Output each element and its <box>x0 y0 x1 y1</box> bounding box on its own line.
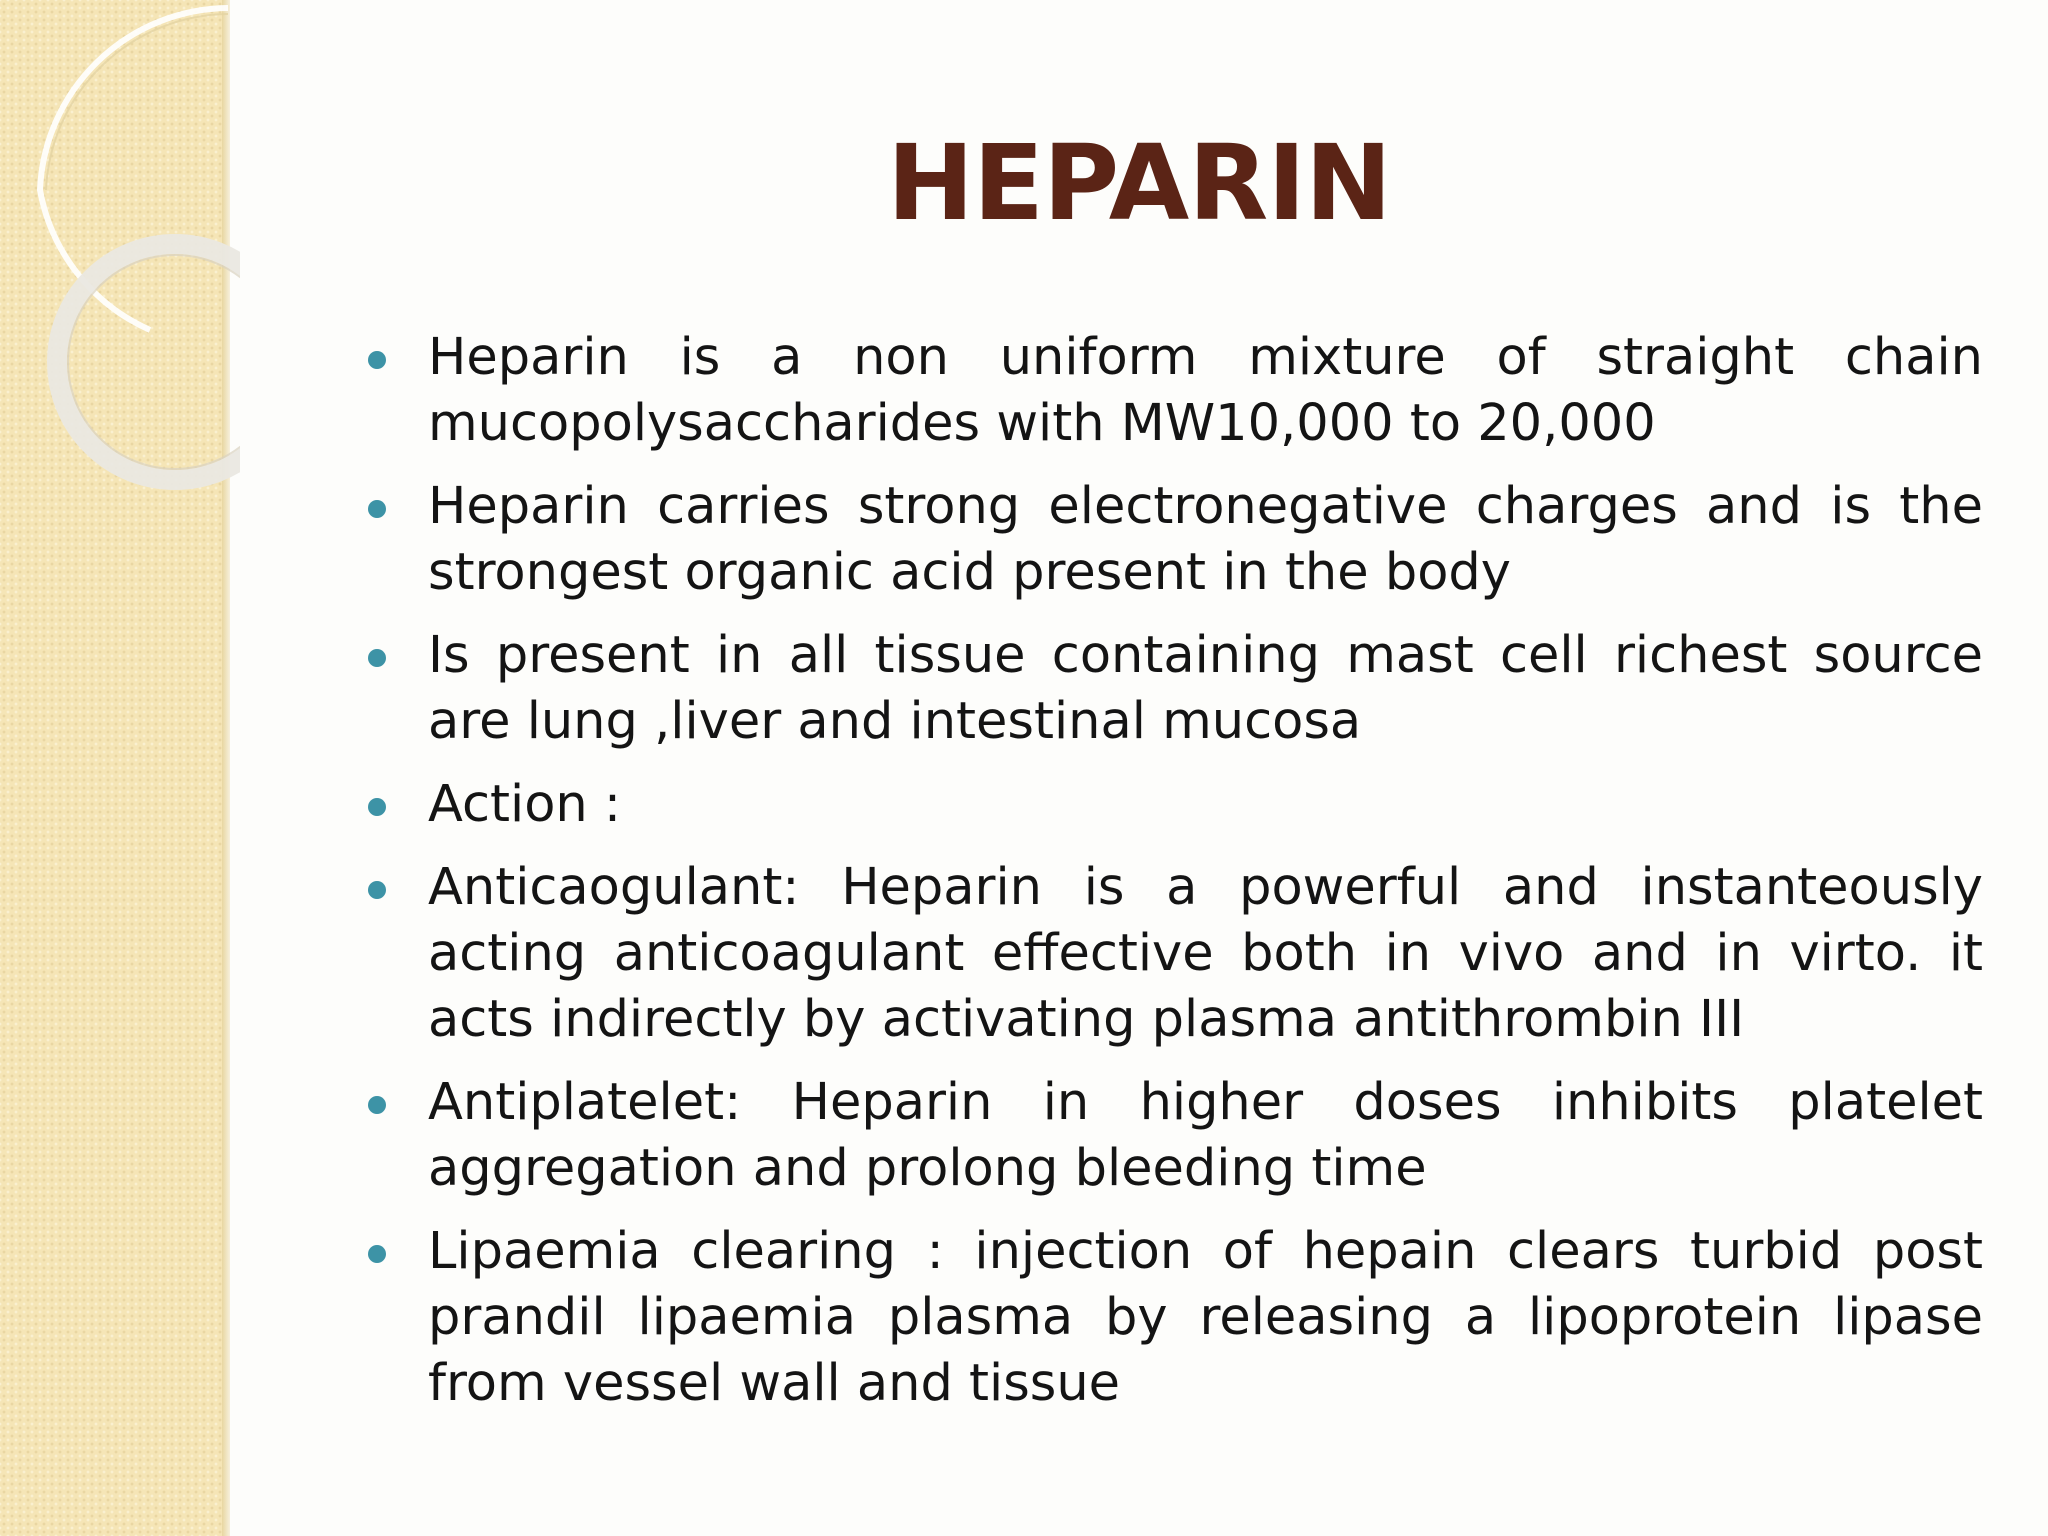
bullet-dot-icon <box>368 351 386 369</box>
bullet-text: Anticaogulant: Heparin is a powerful and instanteously acting anticoagulant effective both in vivo and in virto. it acts indirectly by activating plasma antithrombin III <box>428 858 1983 1049</box>
ring-lower <box>57 244 240 480</box>
bullet-item <box>428 325 1983 457</box>
bullet-text: Heparin is a non uniform mixture of straight chain mucopolysaccharides with MW10,000 to 20,000 <box>428 328 1983 453</box>
bullet-item <box>428 855 1983 1053</box>
bullet-item <box>428 623 1983 755</box>
bullet-text: Antiplatelet: Heparin in higher doses inhibits platelet aggregation and prolong bleeding time <box>428 1073 1983 1198</box>
bullet-list <box>428 325 1983 1434</box>
bullet-item <box>428 1219 1983 1417</box>
bullet-dot-icon <box>368 649 386 667</box>
bullet-item <box>428 1070 1983 1202</box>
ring-top-arc-shade <box>46 14 228 190</box>
bullet-item <box>428 772 1983 838</box>
bullet-text: Heparin carries strong electronegative charges and is the strongest organic acid present in the body <box>428 477 1983 602</box>
bullet-dot-icon <box>368 798 386 816</box>
decorative-rings <box>0 0 240 520</box>
bullet-text: Action : <box>428 775 622 834</box>
bullet-text: Lipaemia clearing : injection of hepain clears turbid post prandil lipaemia plasma by releasing a lipoprotein lipase from vessel wall and tissue <box>428 1222 1983 1413</box>
bullet-dot-icon <box>368 500 386 518</box>
ring-top-arc <box>40 8 228 330</box>
bullet-dot-icon <box>368 1245 386 1263</box>
bullet-dot-icon <box>368 881 386 899</box>
bullet-dot-icon <box>368 1096 386 1114</box>
slide-title: HEPARIN <box>886 122 1392 244</box>
bullet-item <box>428 474 1983 606</box>
bullet-text: Is present in all tissue containing mast cell richest source are lung ,liver and intestinal mucosa <box>428 626 1983 751</box>
